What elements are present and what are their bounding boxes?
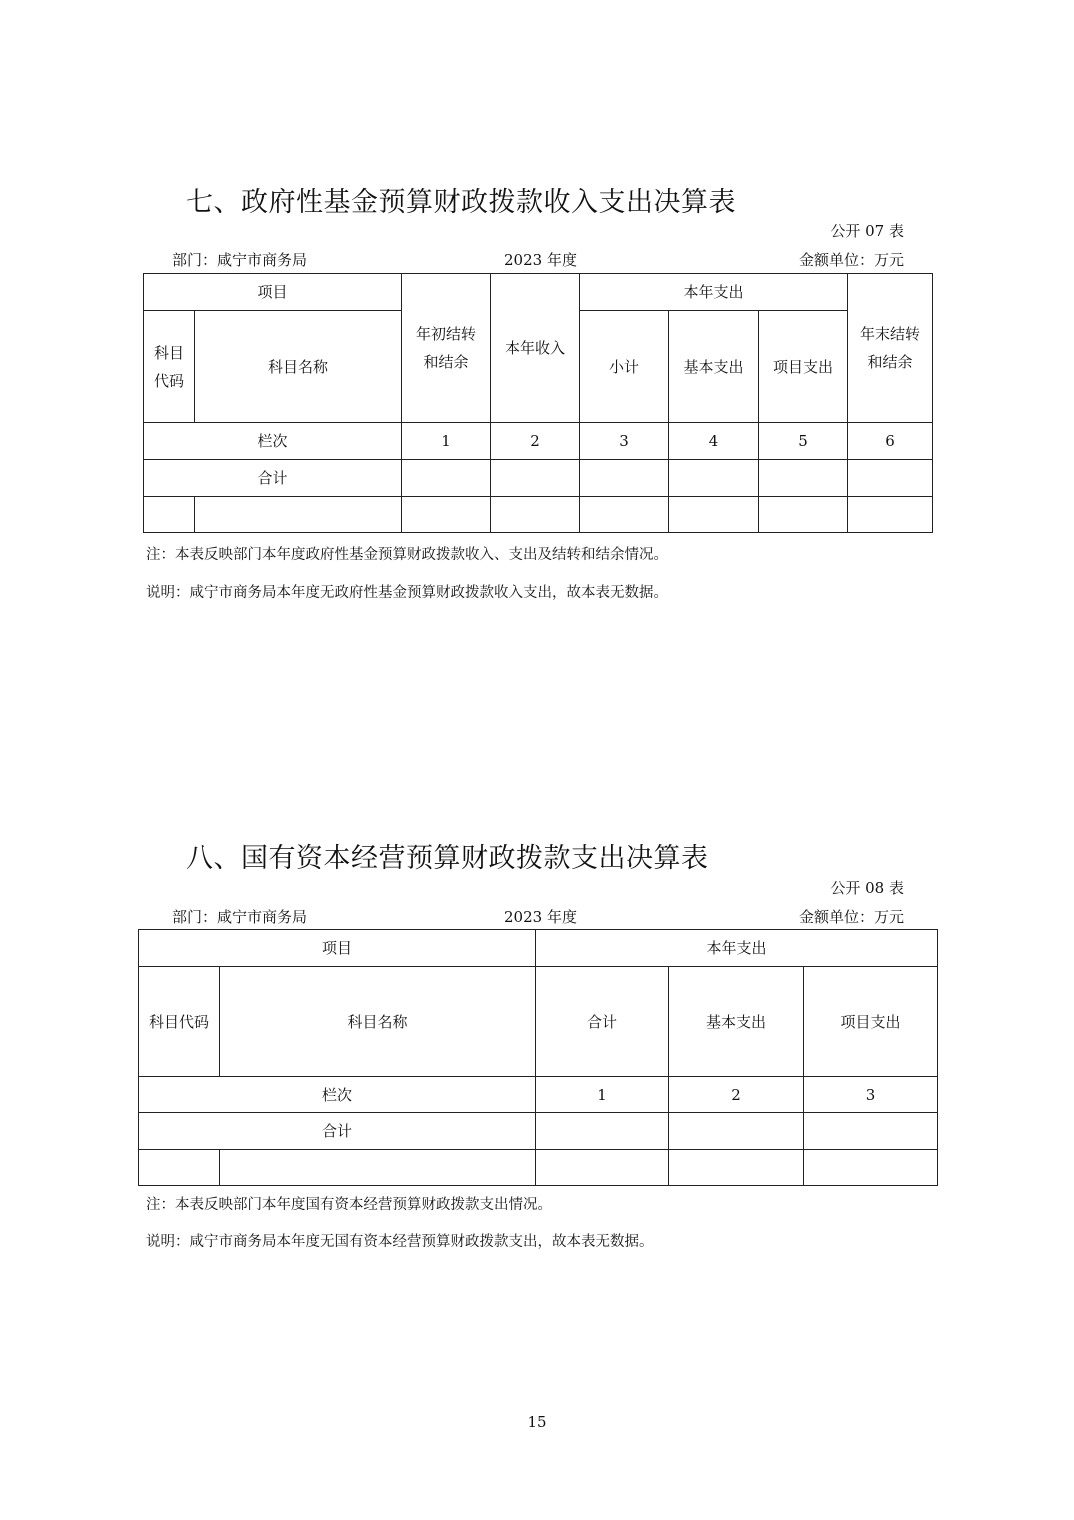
table-row xyxy=(139,1150,938,1186)
empty-cell xyxy=(139,1150,220,1186)
empty-cell xyxy=(804,1113,938,1150)
empty-cell xyxy=(491,497,580,533)
section7-unit: 金额单位：万元 xyxy=(798,251,904,269)
column-number: 3 xyxy=(580,423,669,460)
column-number: 1 xyxy=(536,1077,669,1113)
section8-explanation: 说明：咸宁市商务局本年度无国有资本经营预算财政拨款支出，故本表无数据。 xyxy=(146,1234,654,1250)
header-name: 科目名称 xyxy=(220,967,536,1077)
header-project-expense: 项目支出 xyxy=(759,311,848,423)
section8-year: 2023 年度 xyxy=(504,908,577,926)
empty-cell xyxy=(669,497,759,533)
section8-department: 部门：咸宁市商务局 xyxy=(172,908,308,926)
section7-title: 七、政府性基金预算财政拨款收入支出决算表 xyxy=(186,187,736,218)
header-expense: 本年支出 xyxy=(580,274,848,311)
header-subtotal: 小计 xyxy=(580,311,669,423)
empty-cell xyxy=(536,1150,669,1186)
empty-cell xyxy=(144,497,195,533)
header-basic-expense: 基本支出 xyxy=(669,311,759,423)
table-row xyxy=(144,497,933,533)
total-label: 合计 xyxy=(144,460,402,497)
empty-cell xyxy=(402,460,491,497)
empty-cell xyxy=(804,1150,938,1186)
header-code: 科目代码 xyxy=(139,967,220,1077)
header-income: 本年收入 xyxy=(491,274,580,423)
empty-cell xyxy=(669,460,759,497)
empty-cell xyxy=(759,497,848,533)
empty-cell xyxy=(848,497,933,533)
section8-note: 注：本表反映部门本年度国有资本经营预算财政拨款支出情况。 xyxy=(146,1197,552,1213)
column-number: 3 xyxy=(804,1077,938,1113)
section7-table xyxy=(143,273,933,533)
header-expense: 本年支出 xyxy=(536,930,938,967)
section8-unit: 金额单位：万元 xyxy=(798,908,904,926)
empty-cell xyxy=(759,460,848,497)
column-number: 4 xyxy=(669,423,759,460)
empty-cell xyxy=(669,1150,804,1186)
section7-year: 2023 年度 xyxy=(504,251,577,269)
column-label: 栏次 xyxy=(139,1077,536,1113)
header-opening-balance: 年初结转和结余 xyxy=(402,274,491,423)
header-item: 项目 xyxy=(144,274,402,311)
empty-cell xyxy=(580,497,669,533)
header-basic-expense: 基本支出 xyxy=(669,967,804,1077)
empty-cell xyxy=(848,460,933,497)
column-number: 6 xyxy=(848,423,933,460)
empty-cell xyxy=(220,1150,536,1186)
empty-cell xyxy=(491,460,580,497)
empty-cell xyxy=(669,1113,804,1150)
column-number: 1 xyxy=(402,423,491,460)
empty-cell xyxy=(580,460,669,497)
column-number: 2 xyxy=(669,1077,804,1113)
header-item: 项目 xyxy=(139,930,536,967)
section8-table-number: 公开 08 表 xyxy=(830,879,904,897)
header-project-expense: 项目支出 xyxy=(804,967,938,1077)
section8-table xyxy=(138,929,938,1186)
section7-department: 部门：咸宁市商务局 xyxy=(172,251,308,269)
section7-explanation: 说明：咸宁市商务局本年度无政府性基金预算财政拨款收入支出，故本表无数据。 xyxy=(146,585,668,601)
section7-note: 注：本表反映部门本年度政府性基金预算财政拨款收入、支出及结转和结余情况。 xyxy=(146,547,668,563)
empty-cell xyxy=(195,497,402,533)
header-code: 科目代码 xyxy=(144,311,195,423)
empty-cell xyxy=(402,497,491,533)
header-total: 合计 xyxy=(536,967,669,1077)
section8-title: 八、国有资本经营预算财政拨款支出决算表 xyxy=(186,843,709,874)
header-name: 科目名称 xyxy=(195,311,402,423)
column-number: 5 xyxy=(759,423,848,460)
empty-cell xyxy=(536,1113,669,1150)
column-label: 栏次 xyxy=(144,423,402,460)
section7-table-number: 公开 07 表 xyxy=(830,222,904,240)
column-number: 2 xyxy=(491,423,580,460)
total-label: 合计 xyxy=(139,1113,536,1150)
header-closing-balance: 年末结转和结余 xyxy=(848,274,933,423)
page-number: 15 xyxy=(527,1413,547,1431)
